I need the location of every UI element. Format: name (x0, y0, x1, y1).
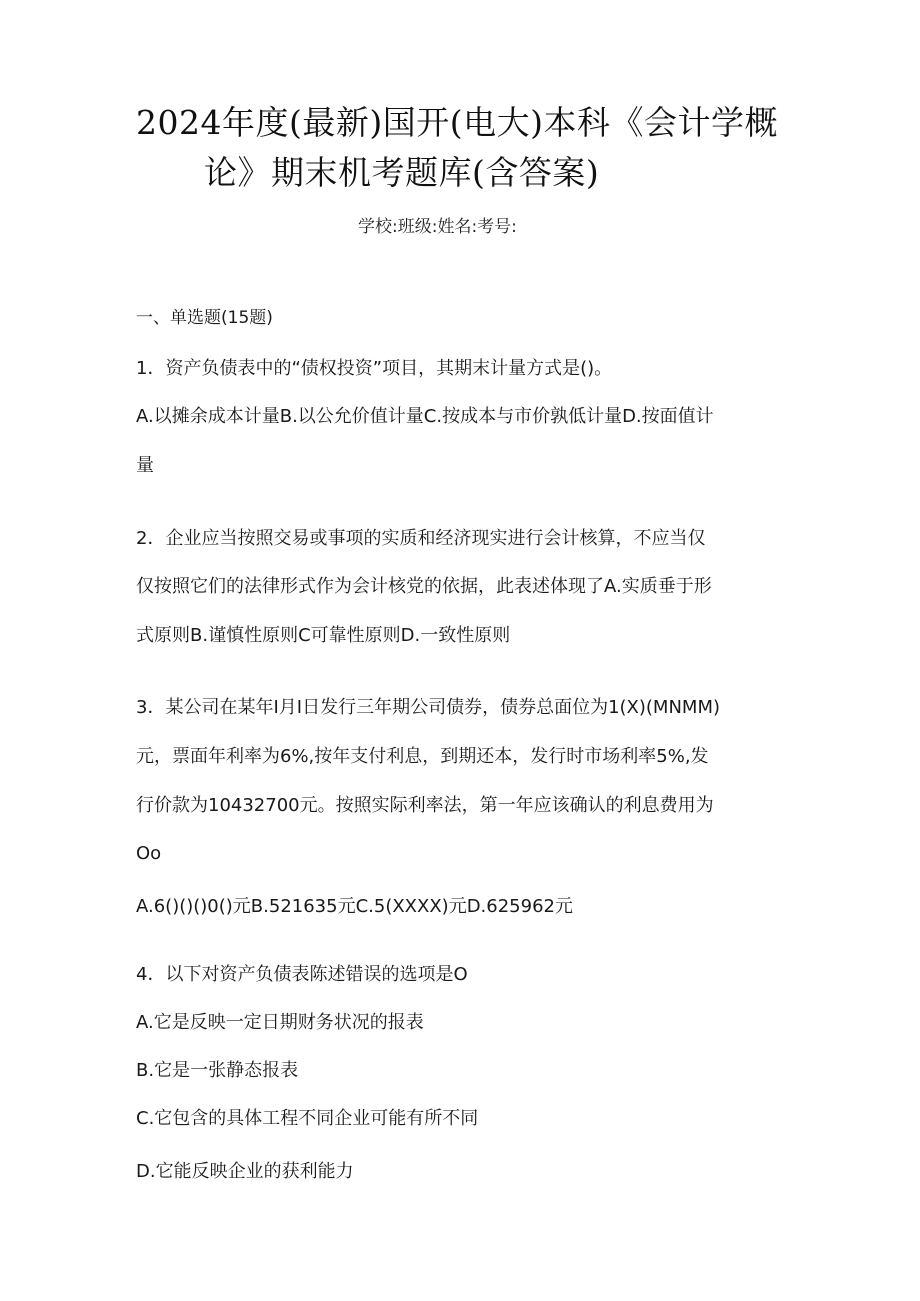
question-4-option-b: B.它是一张静态报表 (136, 1060, 299, 1081)
section-heading: 一、单选题(15题) (136, 308, 273, 328)
question-3-line-3: 行价款为10432700元。按照实际利率法，第一年应该确认的利息费用为 (136, 795, 714, 816)
question-4-stem: 4．以下对资产负债表陈述错误的选项是O (136, 964, 468, 985)
question-1-stem: 1．资产负债表中的“债权投资”项目，其期末计量方式是()。 (136, 358, 613, 379)
question-3-options: A.6()()()0()元B.521635元C.5(XXXX)元D.625962元 (136, 896, 573, 917)
question-2-line-3: 式原则B.谨慎性原则C可靠性原则D.一致性原则 (136, 625, 511, 646)
question-3-line-1: 3．某公司在某年I月I日发行三年期公司债券，债券总面位为1(X)(MNMM) (136, 697, 720, 718)
question-1-options-line-2: 量 (136, 455, 154, 476)
question-2-line-1: 2．企业应当按照交易或事项的实质和经济现实进行会计核算，不应当仅 (136, 528, 706, 549)
document-title (136, 98, 776, 198)
question-2-line-2: 仅按照它们的法律形式作为会计核党的依据，此表述体现了A.实质垂于形 (136, 576, 712, 597)
question-1-options-line-1: A.以摊余成本计量B.以公允价值计量C.按成本与市价孰低计量D.按面值计 (136, 406, 714, 427)
title-line-2: 论》期末机考题库(含答案) (204, 153, 600, 192)
question-4-option-d: D.它能反映企业的获利能力 (136, 1161, 354, 1182)
student-info-line: 学校:班级:姓名:考号: (358, 217, 517, 237)
question-3-line-4: Oo (136, 843, 162, 864)
title-line-1: 2024年度(最新)国开(电大)本科《会计学概 (136, 103, 778, 142)
question-4-option-a: A.它是反映一定日期财务状况的报表 (136, 1012, 424, 1033)
question-4-option-c: C.它包含的具体工程不同企业可能有所不同 (136, 1108, 479, 1129)
question-3-line-2: 元，票面年利率为6%,按年支付利息，到期还本，发行时市场利率5%,发 (136, 746, 709, 767)
